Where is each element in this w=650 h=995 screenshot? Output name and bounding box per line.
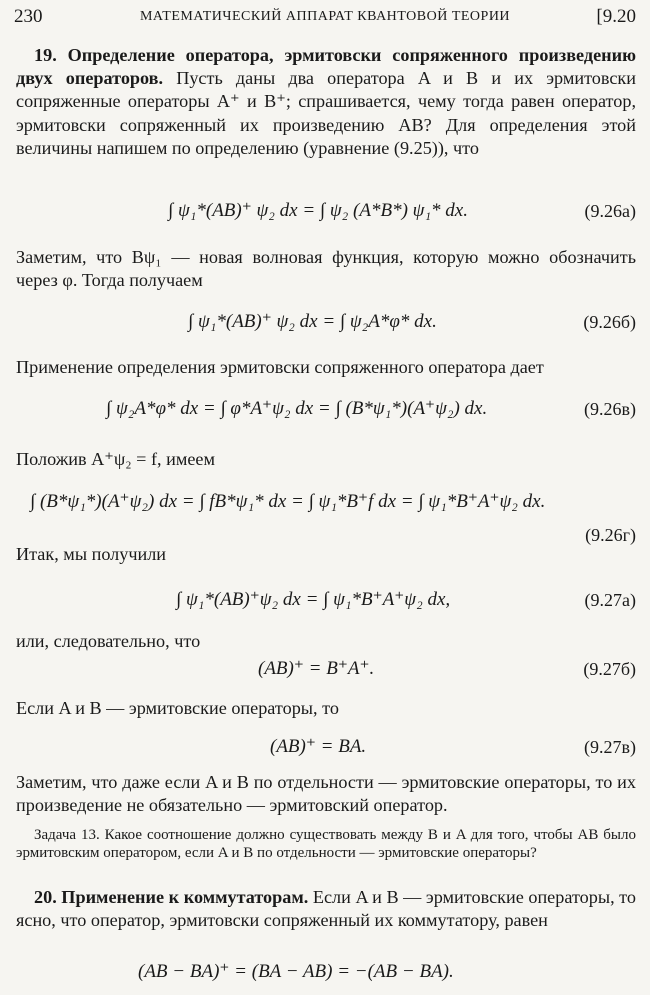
equation-9-27b <box>0 652 650 686</box>
equation-formula: ∫ (B*ψ₁*)(A⁺ψ₂) dx = ∫ fB*ψ₁* dx = ∫ ψ₁*B⁺f dx = ∫ ψ₁*B⁺A⁺ψ₂ dx. <box>30 491 546 512</box>
equation-9-27a <box>0 583 650 617</box>
equation-formula: ∫ ψ₁*(AB)⁺ ψ₂ dx = ∫ ψ₂A*φ* dx. <box>188 311 437 332</box>
equation-9-26v <box>0 392 650 426</box>
equation-formula: ∫ ψ₂A*φ* dx = ∫ φ*A⁺ψ₂ dx = ∫ (B*ψ₁*)(A⁺ψ₂) dx. <box>106 398 488 419</box>
equation-formula: ∫ ψ₁*(AB)⁺ ψ₂ dx = ∫ ψ₂ (A*B*) ψ₁* dx. <box>168 200 468 221</box>
problem-13: Задача 13. Какое соотношение должно существовать между B и A для того, чтобы AB было эрмитовским оператором, если A и B по отдельности — эрмитовские операторы? <box>16 827 636 861</box>
equation-number: (9.27б) <box>583 659 636 679</box>
equation-formula: (AB)⁺ = B⁺A⁺. <box>258 658 375 679</box>
equation-number: (9.27a) <box>584 590 636 610</box>
paragraph-apply-definition: Применение определения эрмитовски сопряженного оператора дает <box>16 357 544 377</box>
section-19-heading: 19. Определение оператора, эрмитовски сопряженного произведению двух операторов. <box>16 45 636 89</box>
equation-9-26a <box>0 194 650 228</box>
equation-9-26b <box>0 305 650 339</box>
paragraph-therefore: или, следовательно, что <box>16 631 201 651</box>
paragraph-new-function: Заметим, что Bψ₁ — новая волновая функция, которую можно обозначить через φ. Тогда получаем <box>16 247 636 291</box>
section-19-body: Пусть даны два оператора A и B и их эрмитовски сопряженные операторы A⁺ и B⁺; спрашивается, чему тогда равен оператор, эрмитовски сопряженный их произведению AB? Для определения этой величины напишем по определению (уравнение (9.25)), что <box>16 68 637 158</box>
paragraph-product-note: Заметим, что даже если A и B по отдельности — эрмитовские операторы, то их произведение не обязательно — эрмитовский оператор. <box>16 772 636 816</box>
equation-number: (9.26a) <box>584 201 636 221</box>
running-header <box>14 6 636 32</box>
equation-number: (9.26б) <box>583 312 636 332</box>
equation-number: (9.27в) <box>584 737 636 757</box>
section-20-paragraph <box>16 886 636 932</box>
page-number: 230 <box>14 6 43 27</box>
running-title: МАТЕМАТИЧЕСКИЙ АППАРАТ КВАНТОВОЙ ТЕОРИИ <box>139 9 511 24</box>
section-19-paragraph <box>16 44 636 160</box>
paragraph-hermitian-case: Если A и B — эрмитовские операторы, то <box>16 698 339 718</box>
equation-formula: ∫ ψ₁*(AB)⁺ψ₂ dx = ∫ ψ₁*B⁺A⁺ψ₂ dx, <box>176 589 451 610</box>
equation-number: (9.26г) <box>585 525 636 545</box>
paragraph-substitution: Положив A⁺ψ₂ = f, имеем <box>16 449 215 469</box>
paragraph-result: Итак, мы получили <box>16 544 167 564</box>
section-20-heading: 20. Применение к коммутаторам. <box>34 887 309 907</box>
equation-9-27v <box>0 730 650 764</box>
section-20-body: Если A и B — эрмитовские операторы, то ясно, что оператор, эрмитовски сопряженный их коммутатору, равен <box>16 887 636 931</box>
equation-number: (9.26в) <box>584 399 636 419</box>
equation-formula: (AB − BA)⁺ = (BA − AB) = −(AB − BA). <box>138 961 454 982</box>
equation-commutator <box>0 955 650 989</box>
equation-formula: (AB)⁺ = BA. <box>270 736 367 757</box>
section-marker: [9.20 <box>596 6 636 27</box>
